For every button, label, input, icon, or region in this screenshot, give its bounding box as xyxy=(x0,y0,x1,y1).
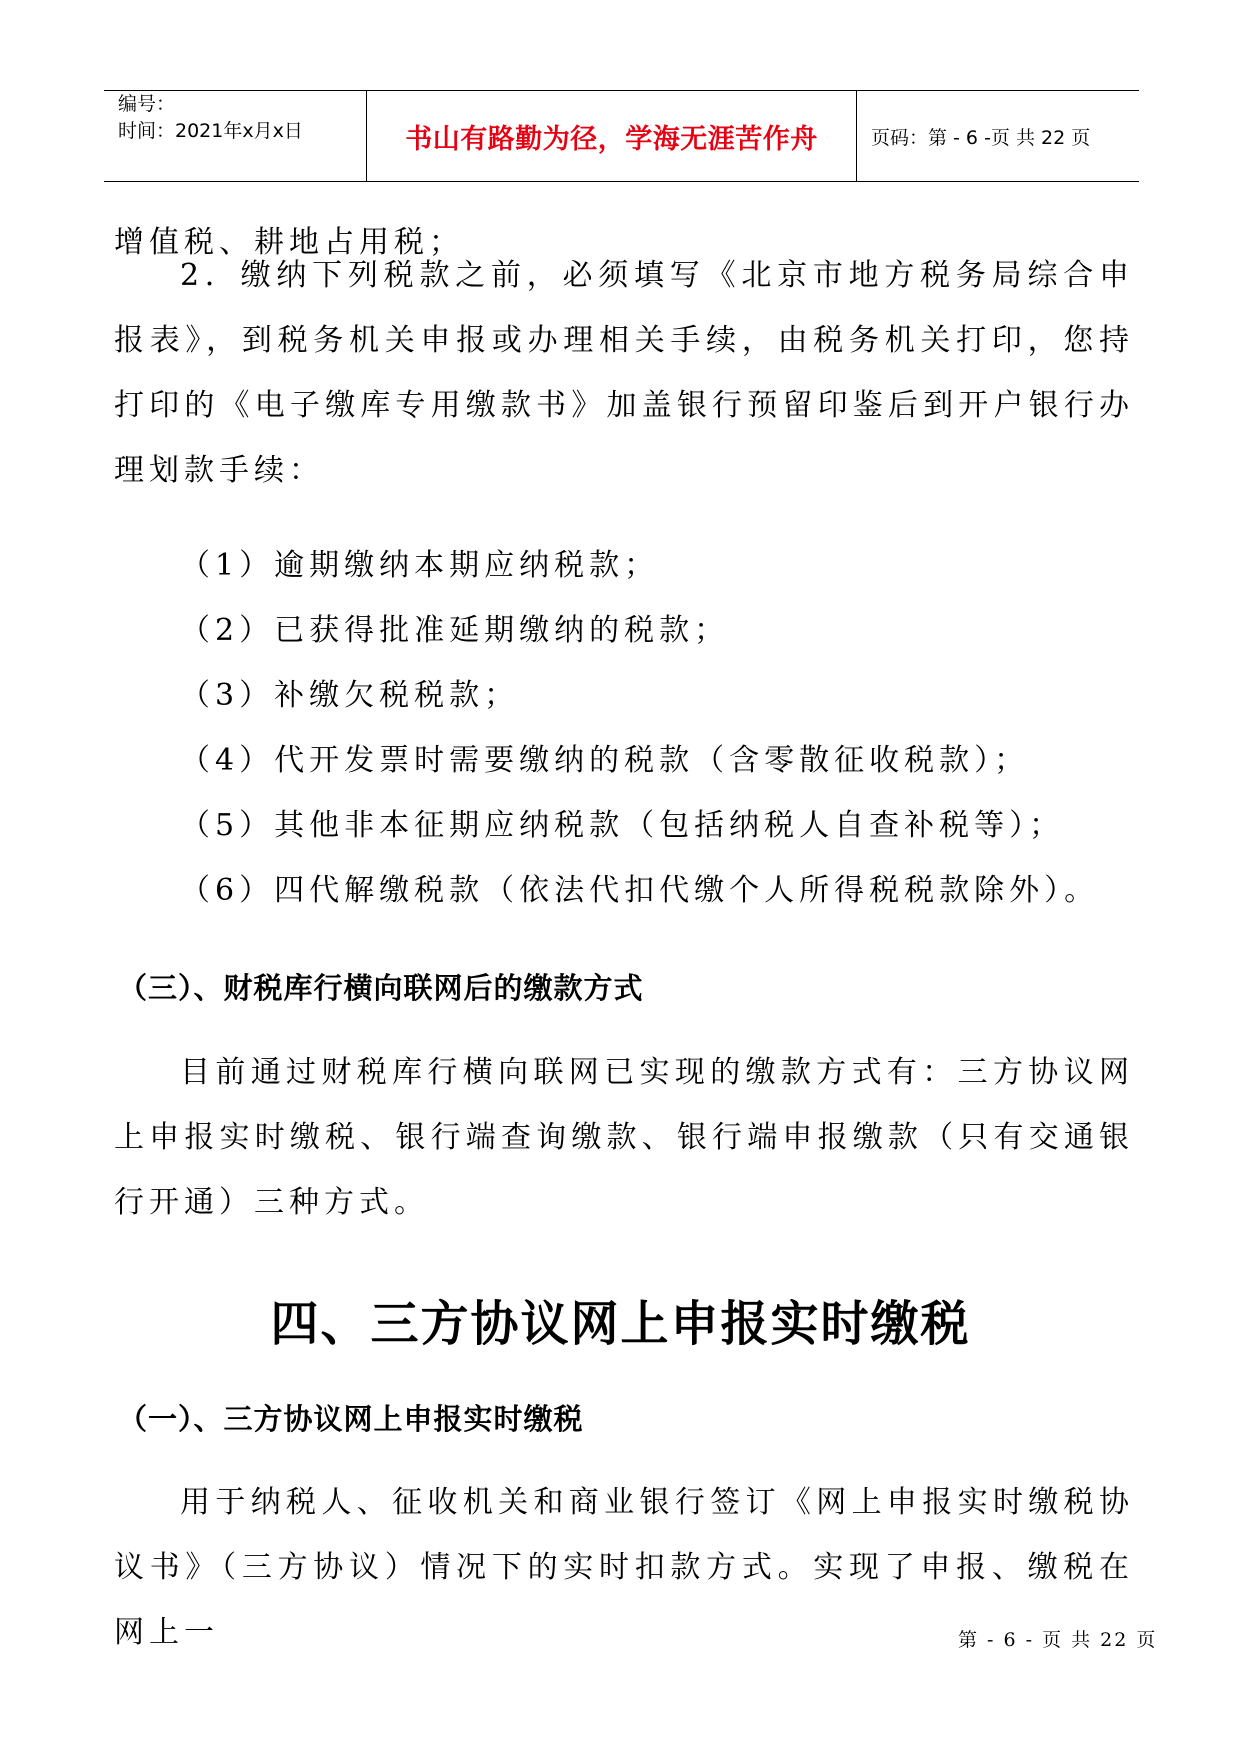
header-time-label: 时间：2021年x月x日 xyxy=(118,120,303,142)
page-header xyxy=(104,90,1139,182)
list-item-5: （5）其他非本征期应纳税款（包括纳税人自查补税等）； xyxy=(180,808,1065,843)
header-meta xyxy=(104,91,367,181)
paragraph-4: 用于纳税人、征收机关和商业银行签订《网上申报实时缴税协议书》（三方协议）情况下的实时扣款方式。实现了申报、缴税在网上一 xyxy=(114,1485,1134,1650)
header-number-label: 编号： xyxy=(118,93,176,115)
list-item-3: （3）补缴欠税税款； xyxy=(180,678,520,713)
paragraph-3: 目前通过财税库行横向联网已实现的缴款方式有：三方协议网上申报实时缴税、银行端查询缴款、银行端申报缴款（只有交通银行开通）三种方式。 xyxy=(114,1055,1134,1220)
list-item-1: （1）逾期缴纳本期应纳税款； xyxy=(180,548,660,583)
header-motto: 书山有路勤为径，学海无涯苦作舟 xyxy=(367,91,857,181)
paragraph-1: 增值税、耕地占用税； xyxy=(114,225,464,260)
header-page-info: 页码：第 - 6 -页 共 22 页 xyxy=(871,126,1091,149)
paragraph-2: 2．缴纳下列税款之前，必须填写《北京市地方税务局综合申报表》，到税务机关申报或办理相关手续，由税务机关打印，您持打印的《电子缴库专用缴款书》加盖银行预留印鉴后到开户银行办理划款手续： xyxy=(114,258,1134,488)
list-item-6: （6）四代解缴税款（依法代扣代缴个人所得税税款除外）。 xyxy=(180,873,1100,908)
page-footer: 第 - 6 - 页 共 22 页 xyxy=(958,1629,1158,1651)
subheading-4-1: （一）、三方协议网上申报实时缴税 xyxy=(118,1402,584,1436)
list-item-2: （2）已获得批准延期缴纳的税款； xyxy=(180,613,730,648)
section-heading-4: 四、三方协议网上申报实时缴税 xyxy=(270,1296,971,1352)
subheading-3: （三）、财税库行横向联网后的缴款方式 xyxy=(118,971,644,1005)
list-item-4: （4）代开发票时需要缴纳的税款（含零散征收税款）； xyxy=(180,743,1030,778)
